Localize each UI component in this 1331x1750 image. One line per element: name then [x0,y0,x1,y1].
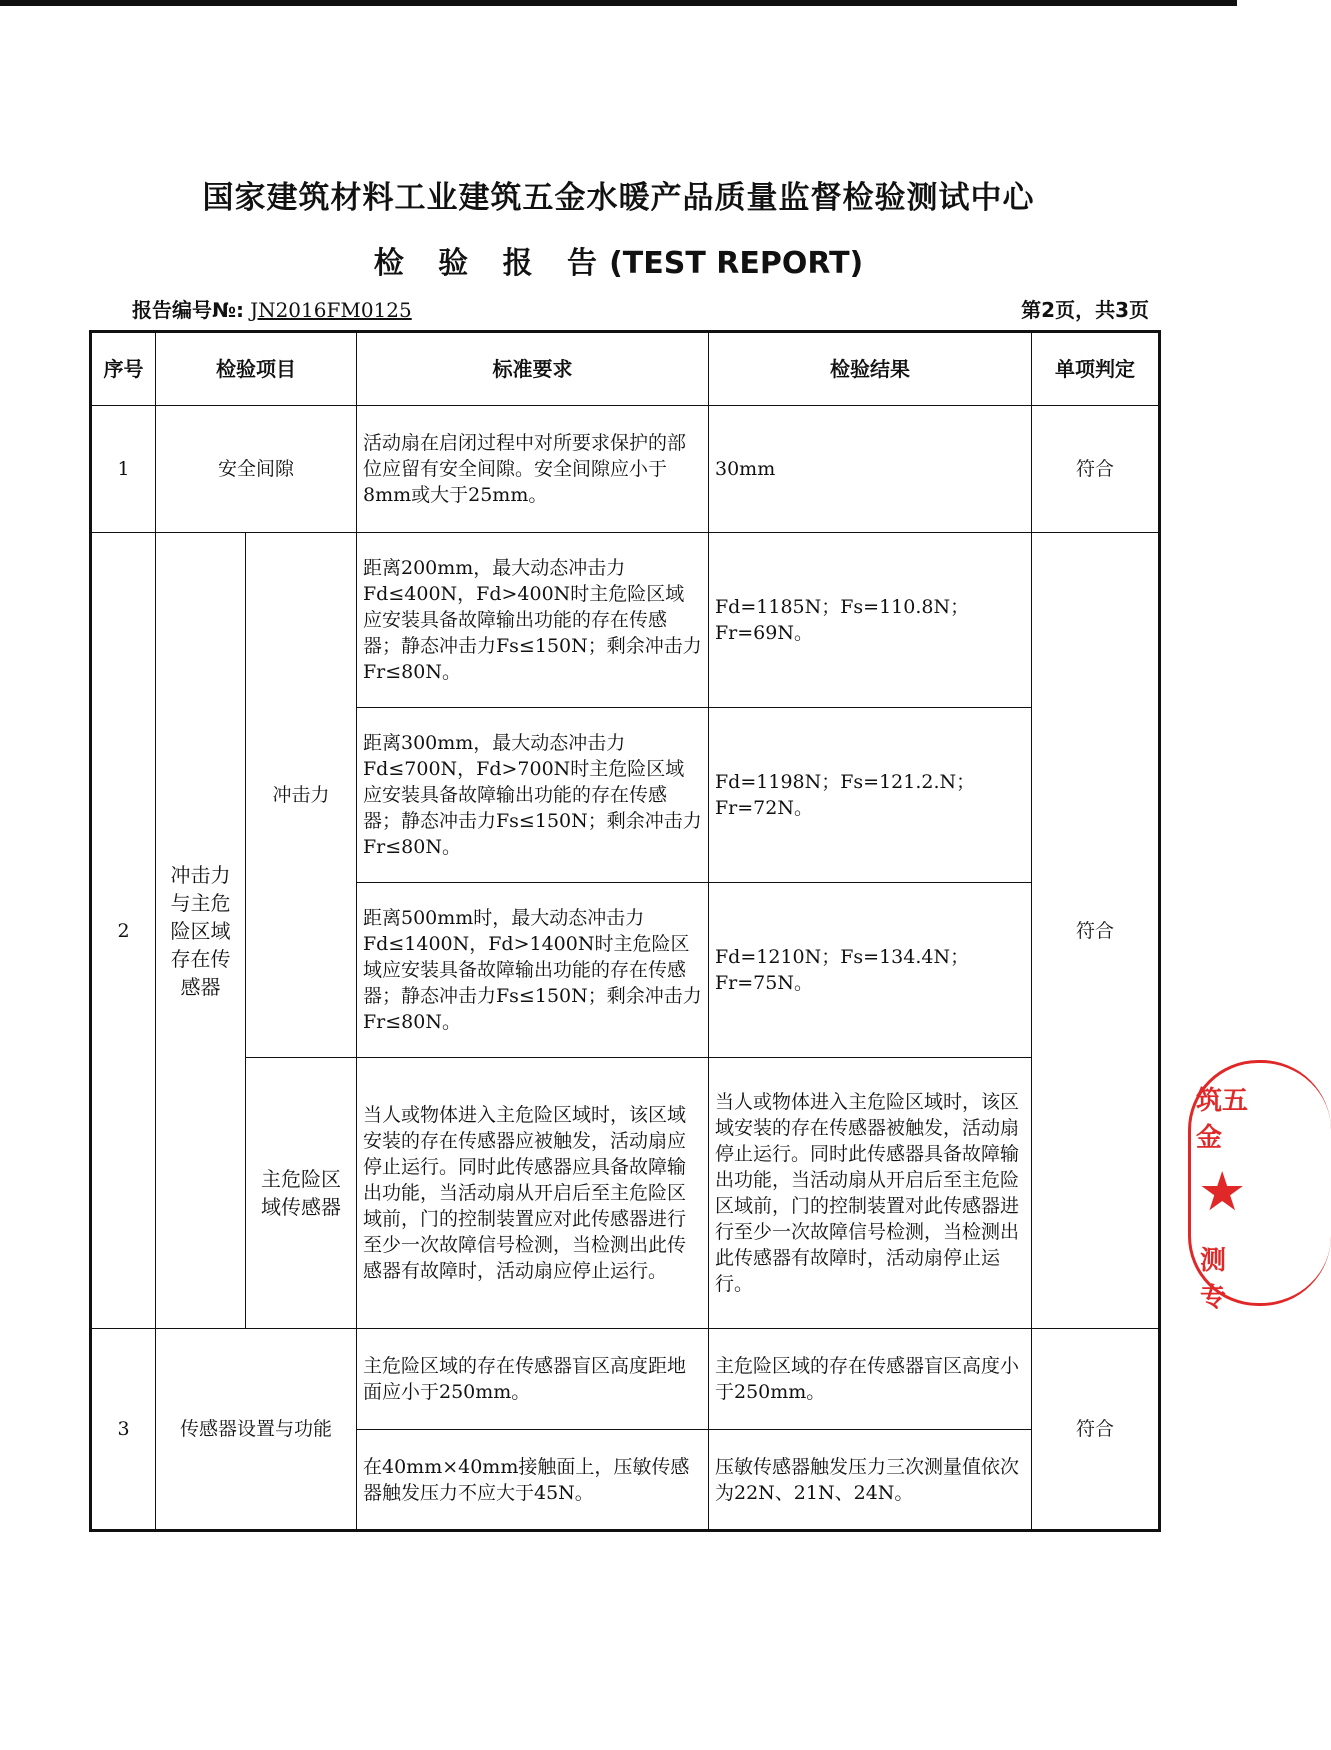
scan-top-edge [0,0,1237,6]
row-number: 1 [91,406,156,533]
table-row [91,533,1160,708]
inspection-category [156,533,246,1329]
report-number [132,294,412,323]
report-title-cn: 检 验 报 告 [373,246,610,281]
result-cell: Fd=1185N；Fs=110.8N；Fr=69N。 [709,533,1032,708]
result-cell: Fd=1198N；Fs=121.2.N；Fr=72N。 [709,708,1032,883]
requirement-cell: 距离500mm时，最大动态冲击力Fd≤1400N，Fd>1400N时主危险区域应安装具备故障输出功能的存在传感器；静态冲击力Fs≤150N；剩余冲击力Fr≤80N。 [357,883,709,1058]
table-row [91,1058,1160,1329]
col-header-requirement: 标准要求 [357,332,709,406]
official-seal [1188,1060,1249,1313]
row-number: 3 [91,1329,156,1531]
category-label: 冲击力与主危险区域存在传感器 [170,862,231,999]
verdict-cell: 符合 [1032,406,1160,533]
requirement-cell: 主危险区域的存在传感器盲区高度距地面应小于250mm。 [357,1329,709,1430]
inspection-table [89,330,1161,1532]
sub-item-sensor-label: 主危险区域传感器 [261,1167,341,1219]
seal-text-bottom: 测专 [1200,1246,1227,1313]
sub-item-sensor [246,1058,357,1329]
requirement-cell: 在40mm×40mm接触面上，压敏传感器触发压力不应大于45N。 [357,1430,709,1531]
requirement-cell: 当人或物体进入主危险区域时，该区域安装的存在传感器应被触发，活动扇应停止运行。同时此传感器应具备故障输出功能，当活动扇从开启后至主危险区域前，门的控制装置应对此传感器进行至少一次故障信号检测，当检测出此传感器有故障时，活动扇应停止运行。 [357,1058,709,1329]
col-header-verdict: 单项判定 [1032,332,1160,406]
seal-star-icon: ★ [1198,1160,1247,1223]
result-cell: 30mm [709,406,1032,533]
report-title-en: (TEST REPORT) [609,246,864,281]
report-number-label: 报告编号№: [132,298,245,322]
col-header-item: 检验项目 [156,332,357,406]
table-header-row [91,332,1160,406]
table-row [91,406,1160,533]
org-title: 国家建筑材料工业建筑五金水暖产品质量监督检验测试中心 [202,180,1035,216]
table-row [91,1329,1160,1430]
page-info: 第2页，共3页 [1021,298,1149,322]
seal-text-top: 筑五金 [1196,1086,1249,1153]
result-cell: Fd=1210N；Fs=134.4N；Fr=75N。 [709,883,1032,1058]
col-header-result: 检验结果 [709,332,1032,406]
inspection-item: 安全间隙 [156,406,357,533]
result-cell: 当人或物体进入主危险区域时，该区域安装的存在传感器被触发，活动扇停止运行。同时此传感器具备故障输出功能，当活动扇从开启后至主危险区域前，门的控制装置对此传感器进行至少一次故障信号检测，当检测出此传感器有故障时，活动扇停止运行。 [709,1058,1032,1329]
requirement-cell: 活动扇在启闭过程中对所要求保护的部位应留有安全间隙。安全间隙应小于8mm或大于25mm。 [357,406,709,533]
verdict-cell: 符合 [1032,1329,1160,1531]
row-number: 2 [91,533,156,1329]
sub-item-impact: 冲击力 [246,533,357,1058]
result-cell: 主危险区域的存在传感器盲区高度小于250mm。 [709,1329,1032,1430]
report-number-value: JN2016FM0125 [250,298,412,322]
verdict-cell: 符合 [1032,533,1160,1329]
requirement-cell: 距离200mm，最大动态冲击力Fd≤400N，Fd>400N时主危险区域应安装具备故障输出功能的存在传感器；静态冲击力Fs≤150N；剩余冲击力Fr≤80N。 [357,533,709,708]
result-cell: 压敏传感器触发压力三次测量值依次为22N、21N、24N。 [709,1430,1032,1531]
report-title [0,238,1237,282]
requirement-cell: 距离300mm，最大动态冲击力Fd≤700N，Fd>700N时主危险区域应安装具备故障输出功能的存在传感器；静态冲击力Fs≤150N；剩余冲击力Fr≤80N。 [357,708,709,883]
inspection-item: 传感器设置与功能 [156,1329,357,1531]
col-header-no: 序号 [91,332,156,406]
